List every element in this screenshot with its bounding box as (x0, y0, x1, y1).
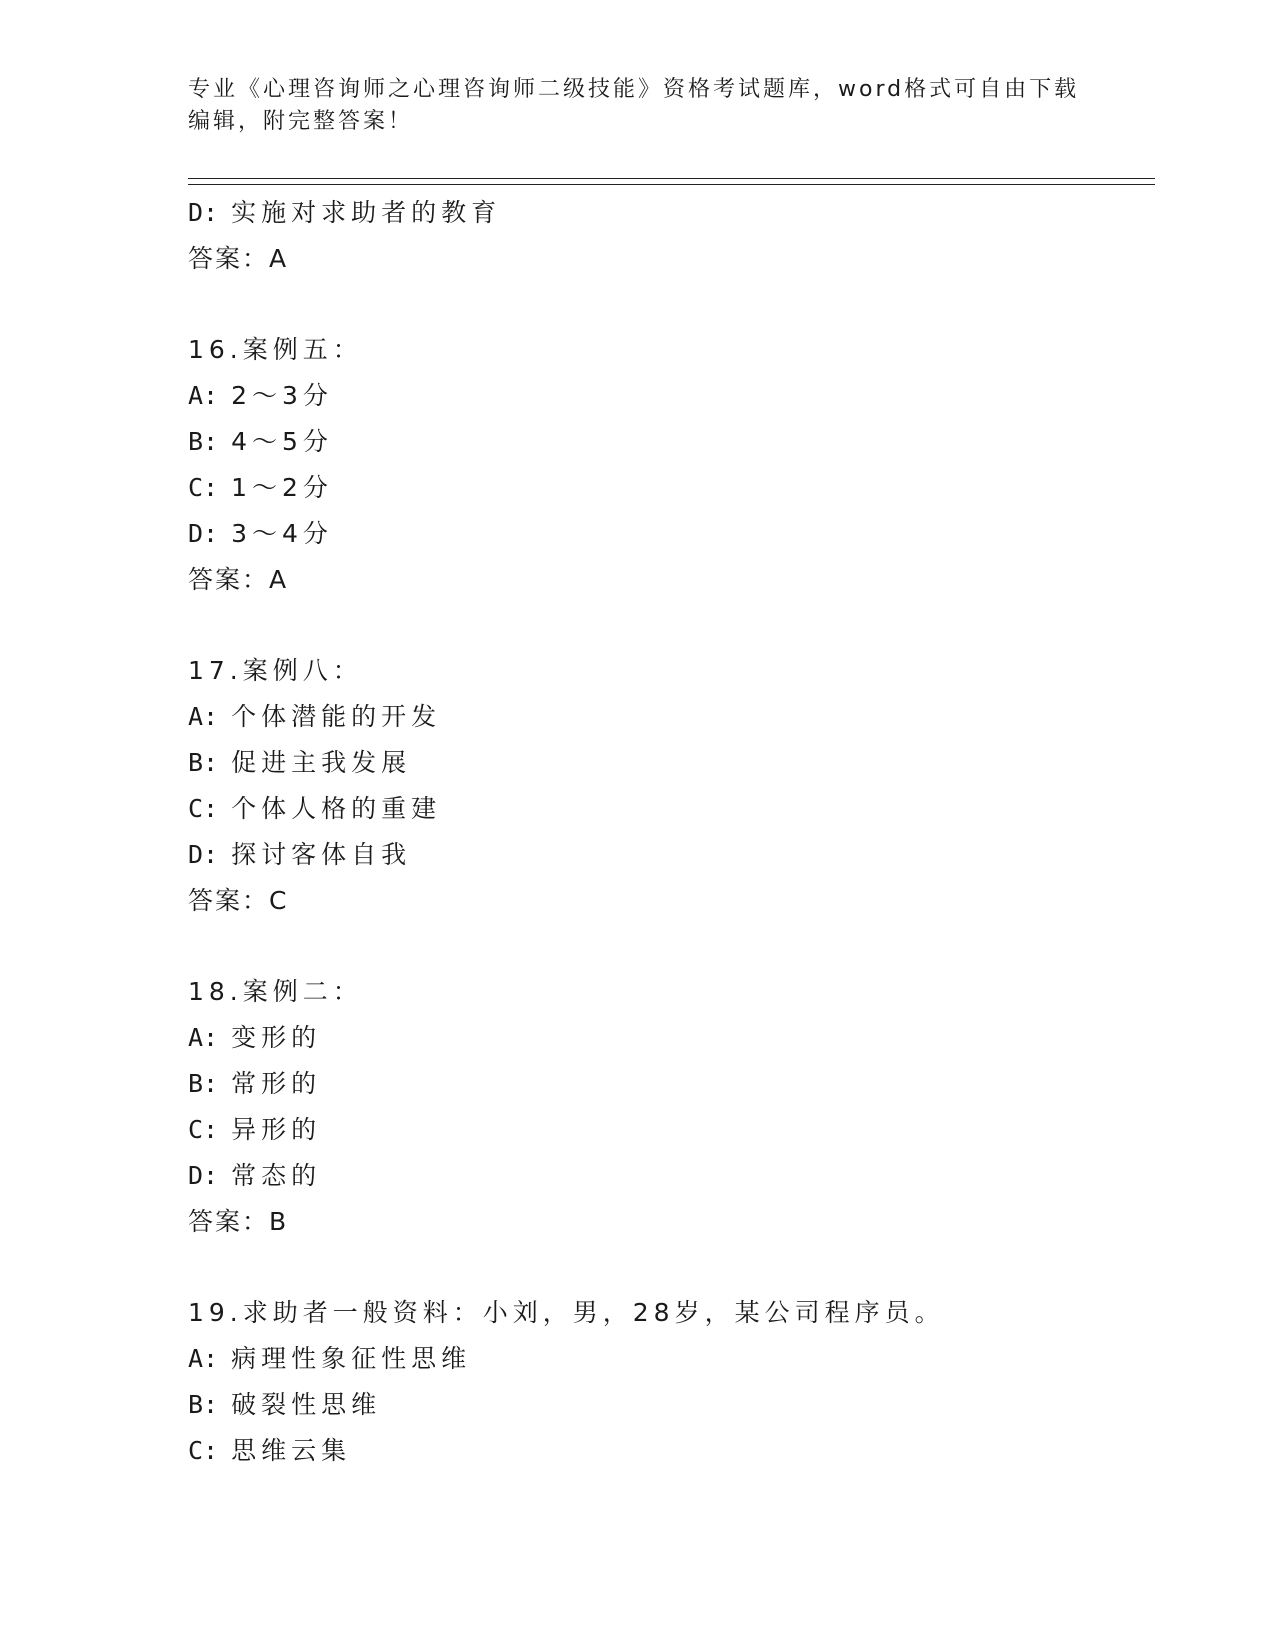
header-line-1: 专业《心理咨询师之心理咨询师二级技能》资格考试题库，word格式可自由下载 (188, 77, 1080, 102)
option-text: 常形的 (231, 1069, 322, 1098)
answer-key: 答案： (188, 565, 270, 594)
answer-value: C (269, 886, 288, 915)
option-text: 促进主我发展 (231, 748, 412, 777)
option-label: A: (188, 702, 219, 731)
answer-value: B (269, 1207, 288, 1236)
option-text: 探讨客体自我 (231, 840, 412, 869)
answer-line (188, 557, 1148, 603)
option-text: 常态的 (231, 1161, 322, 1190)
option-row (188, 1382, 1148, 1428)
header-divider-bottom (188, 184, 1155, 185)
question-text: 16.案例五： (188, 335, 363, 364)
option-text: 异形的 (231, 1115, 322, 1144)
block-spacer (188, 603, 1148, 648)
header-line-2: 编辑，附完整答案！ (188, 109, 414, 134)
option-row (188, 190, 1148, 236)
option-text: 变形的 (231, 1023, 322, 1052)
answer-key: 答案： (188, 1207, 270, 1236)
option-row (188, 465, 1148, 511)
option-row (188, 786, 1148, 832)
option-label: C: (188, 473, 219, 502)
option-label: B: (188, 1069, 219, 1098)
option-text: 个体人格的重建 (231, 794, 442, 823)
question-text: 19.求助者一般资料：小刘，男，28岁，某公司程序员。 (188, 1298, 945, 1327)
option-row (188, 694, 1148, 740)
option-row (188, 1153, 1148, 1199)
option-label: B: (188, 748, 219, 777)
option-label: A: (188, 1344, 219, 1373)
option-row (188, 1428, 1148, 1474)
option-label: C: (188, 794, 219, 823)
block-spacer (188, 924, 1148, 969)
option-label: C: (188, 1115, 219, 1144)
option-label: D: (188, 840, 219, 869)
answer-key: 答案： (188, 886, 270, 915)
option-label: B: (188, 1390, 219, 1419)
option-text: 病理性象征性思维 (231, 1344, 472, 1373)
option-label: A: (188, 381, 219, 410)
question-block (188, 282, 1148, 603)
option-text: 3～4分 (231, 519, 333, 548)
page-header (188, 74, 1088, 138)
answer-value: A (269, 244, 288, 273)
question-list (188, 190, 1148, 1474)
option-row (188, 1107, 1148, 1153)
option-row (188, 419, 1148, 465)
question-text: 18.案例二： (188, 977, 363, 1006)
option-text: 思维云集 (231, 1436, 352, 1465)
option-row (188, 1061, 1148, 1107)
answer-line (188, 236, 1148, 282)
option-label: D: (188, 519, 219, 548)
question-text: 17.案例八： (188, 656, 363, 685)
question-block (188, 924, 1148, 1245)
option-row (188, 1336, 1148, 1382)
answer-value: A (269, 565, 288, 594)
header-divider-top (188, 178, 1155, 179)
option-text: 破裂性思维 (231, 1390, 382, 1419)
option-text: 个体潜能的开发 (231, 702, 442, 731)
block-spacer (188, 282, 1148, 327)
option-label: D: (188, 198, 219, 227)
option-row (188, 511, 1148, 557)
question-block (188, 190, 1148, 282)
answer-line (188, 1199, 1148, 1245)
option-text: 4～5分 (231, 427, 333, 456)
option-label: D: (188, 1161, 219, 1190)
option-text: 1～2分 (231, 473, 333, 502)
answer-line (188, 878, 1148, 924)
answer-key: 答案： (188, 244, 270, 273)
question-block (188, 603, 1148, 924)
option-row (188, 373, 1148, 419)
option-row (188, 832, 1148, 878)
option-label: C: (188, 1436, 219, 1465)
option-text: 2～3分 (231, 381, 333, 410)
block-spacer (188, 1245, 1148, 1290)
option-label: B: (188, 427, 219, 456)
option-row (188, 740, 1148, 786)
option-label: A: (188, 1023, 219, 1052)
question-block (188, 1245, 1148, 1474)
option-row (188, 1015, 1148, 1061)
option-text: 实施对求助者的教育 (231, 198, 502, 227)
